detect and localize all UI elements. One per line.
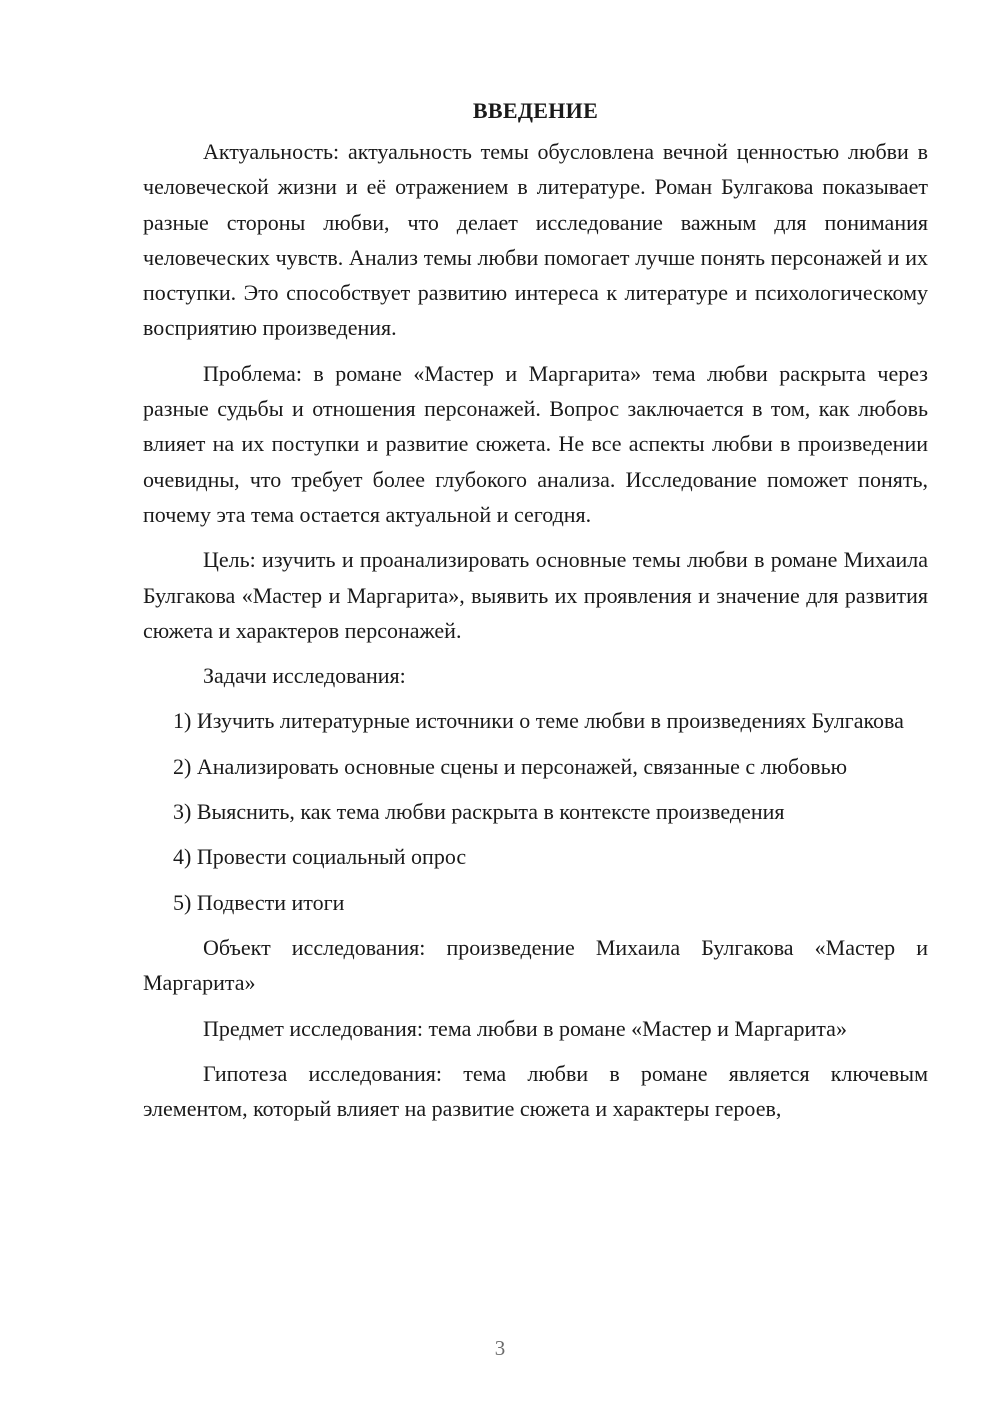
section-title: ВВЕДЕНИЕ <box>472 98 599 123</box>
page-number: 3 <box>494 1336 506 1360</box>
tasks-list <box>143 703 928 919</box>
paragraph-subject: Предмет исследования: тема любви в романе «Мастер и Маргарита» <box>203 1015 847 1041</box>
document-page <box>143 96 928 1136</box>
paragraph-goal: Цель: изучить и проанализировать основные темы любви в романе Михаила Булгакова «Мастер и Маргарита», выявить их проявления и значение для развития сюжета и характеров персонажей. <box>143 547 928 643</box>
paragraph-object: Объект исследования: произведение Михаила Булгакова «Мастер и Маргарита» <box>143 934 928 996</box>
task-item: 2) Анализировать основные сцены и персонажей, связанные с любовью <box>173 753 848 779</box>
task-item: 3) Выяснить, как тема любви раскрыта в контексте произведения <box>173 799 785 825</box>
task-item: 4) Провести социальный опрос <box>173 844 467 870</box>
paragraph-hypothesis: Гипотеза исследования: тема любви в романе является ключевым элементом, который влияет на развитие сюжета и характеры героев, <box>143 1060 928 1122</box>
paragraph-problem: Проблема: в романе «Мастер и Маргарита» тема любви раскрыта через разные судьбы и отношения персонажей. Вопрос заключается в том, как любовь влияет на их поступки и развитие сюжета. Не все аспекты любви в произведении очевидны, что требует более глубокого анализа. Исследование поможет понять, почему эта тема остается актуальной и сегодня. <box>143 360 928 527</box>
task-item: 1) Изучить литературные источники о теме любви в произведениях Булгакова <box>173 708 904 734</box>
tasks-heading: Задачи исследования: <box>203 663 406 689</box>
task-item: 5) Подвести итоги <box>173 889 345 915</box>
paragraph-relevance: Актуальность: актуальность темы обусловлена вечной ценностью любви в человеческой жизни и её отражением в литературе. Роман Булгакова показывает разные стороны любви, что делает исследование важным для понимания человеческих чувств. Анализ темы любви помогает лучше понять персонажей и их поступки. Это способствует развитию интереса к литературе и психологическому восприятию произведения. <box>143 139 928 341</box>
